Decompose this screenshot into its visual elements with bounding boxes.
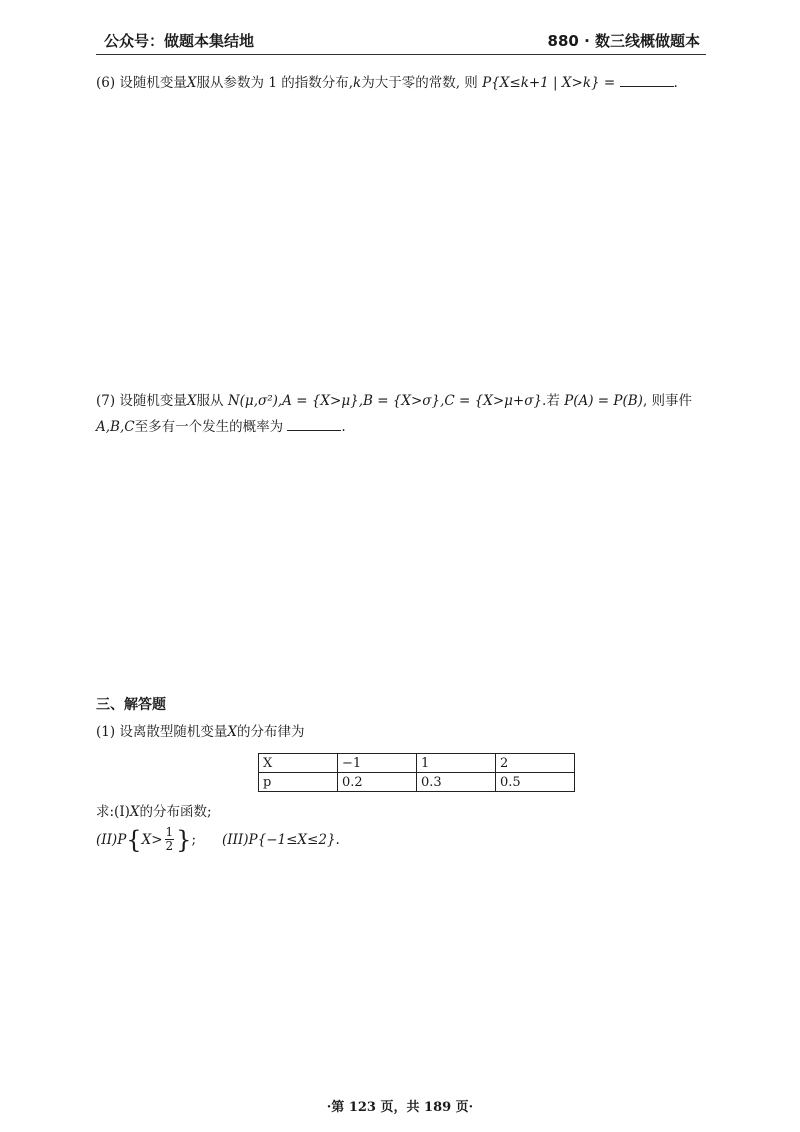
header-divider [96, 54, 706, 55]
question-line-1 [96, 388, 692, 414]
question-text: 服从参数为 1 的指数分布, [196, 75, 354, 91]
table-cell: p [259, 773, 338, 792]
question-text: 求:(I) [96, 804, 130, 820]
math-expression: X> [141, 831, 163, 848]
left-brace: { [126, 825, 142, 854]
fraction-denominator: 2 [165, 839, 174, 853]
question-text: 的分布函数; [139, 804, 212, 820]
question-text: , 则事件 [642, 393, 693, 409]
period: . [673, 75, 678, 91]
problem-1-parts [96, 826, 340, 853]
semicolon: ; [191, 831, 196, 848]
question-text: 设随机变量 [119, 393, 187, 409]
table-cell: X [259, 754, 338, 773]
distribution-table [258, 753, 575, 792]
table-cell: 0.2 [338, 773, 417, 792]
math-var: X [227, 724, 238, 740]
table-row [259, 773, 575, 792]
question-number: (7) [96, 393, 116, 409]
math-var: X [186, 75, 197, 91]
math-expression: P{−1≤X≤2}. [248, 831, 340, 848]
table-cell: 0.3 [417, 773, 496, 792]
fraction [165, 826, 175, 853]
question-text: 至多有一个发生的概率为 [134, 419, 284, 435]
math-expression: A,B,C [96, 419, 135, 435]
answer-blank[interactable] [287, 417, 341, 431]
section-title: 三、解答题 [96, 697, 166, 713]
question-text: .若 [542, 393, 560, 409]
table-cell: 2 [496, 754, 575, 773]
math-var: k [353, 75, 362, 91]
question-number: (1) [96, 724, 116, 740]
math-var: X [186, 393, 197, 409]
part-label: (II) [96, 831, 118, 848]
table-row [259, 754, 575, 773]
answer-blank[interactable] [620, 73, 674, 87]
question-text: 服从 [196, 393, 224, 409]
math-var: X [129, 804, 140, 820]
question-text: 设离散型随机变量 [119, 724, 228, 740]
right-brace: } [176, 825, 192, 854]
question-number: (6) [96, 75, 116, 91]
math-var: P [117, 831, 127, 848]
header-left: 公众号：做题本集结地 [104, 32, 255, 50]
question-6 [96, 73, 678, 93]
question-7 [96, 388, 692, 440]
header-right: 880 · 数三线概做题本 [547, 32, 700, 50]
question-text: 的分布律为 [237, 724, 305, 740]
period: . [341, 419, 346, 435]
fraction-numerator: 1 [165, 825, 174, 839]
table-cell: 1 [417, 754, 496, 773]
question-line-2 [96, 414, 692, 440]
math-expression: P{X≤k+1 | X>k} = [482, 75, 616, 91]
question-text: 设随机变量 [119, 75, 187, 91]
table-cell: 0.5 [496, 773, 575, 792]
problem-1-request [96, 800, 212, 820]
math-expression: P(A) = P(B) [564, 393, 643, 409]
part-label: (III) [222, 831, 249, 848]
page-footer: ·第 123 页，共 189 页· [326, 1100, 474, 1115]
math-expression: N(μ,σ²),A = {X>μ},B = {X>σ},C = {X>μ+σ} [227, 393, 543, 409]
problem-1-stem [96, 720, 305, 740]
table-cell: −1 [338, 754, 417, 773]
question-text: 为大于零的常数, 则 [361, 75, 478, 91]
